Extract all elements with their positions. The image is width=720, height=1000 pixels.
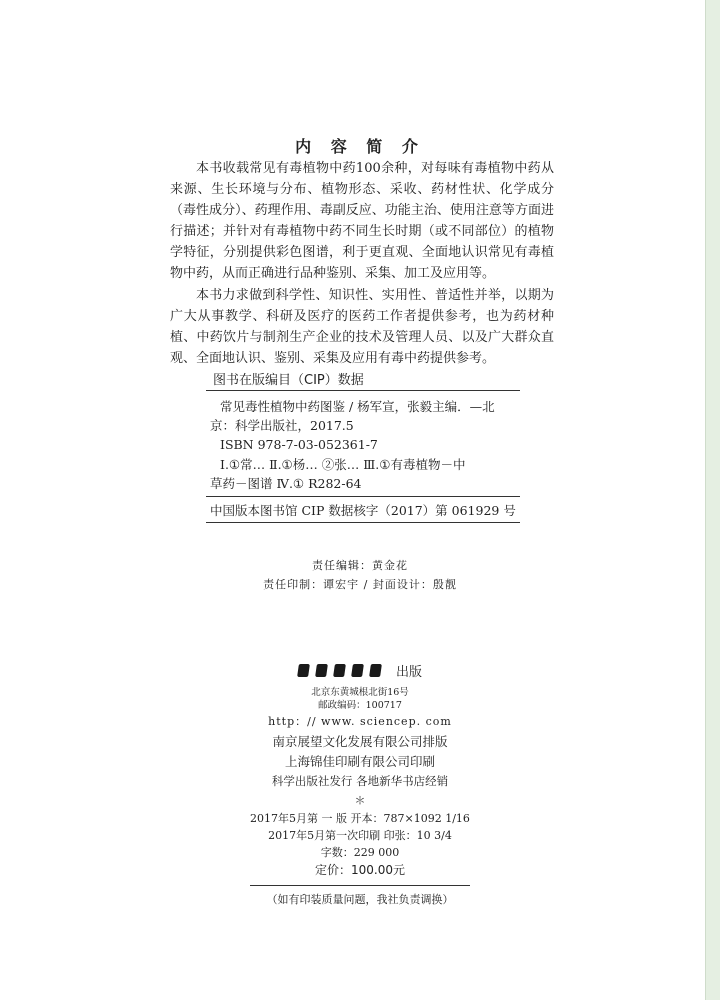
publisher-postcode: 邮政编码：100717: [318, 700, 402, 711]
quality-note: （如有印装质量问题，我社负责调换）: [266, 893, 454, 906]
publisher-logo: [298, 664, 381, 677]
cip-record-number: 中国版本图书馆 CIP 数据核字（2017）第 061929 号: [210, 503, 516, 518]
publisher-url: http：// www. sciencep. com: [268, 715, 452, 728]
cip-heading: 图书在版编目（CIP）数据: [213, 373, 364, 388]
cip-bottom-rule: [206, 522, 520, 523]
price: 定价：100.00元: [315, 863, 405, 877]
publication-info: [0, 660, 720, 910]
word-count: 字数：229 000: [320, 846, 400, 859]
publisher-suffix: 出版: [396, 665, 423, 680]
introduction-text: [170, 158, 554, 370]
separator-mark: ＊: [354, 794, 366, 807]
cip-publisher-line: 京：科学出版社，2017.5: [210, 418, 354, 433]
cip-title-line: 常见毒性植物中药图鉴 / 杨军宣，张毅主编．—北: [220, 399, 495, 414]
credits-block: [0, 556, 720, 594]
cip-classification-line-1: Ⅰ.①常… Ⅱ.①杨… ②张… Ⅲ.①有毒植物－中: [220, 457, 466, 472]
printing-and-sheets: 2017年5月第一次印刷 印张：10 3/4: [268, 829, 452, 842]
printer: 上海锦佳印刷有限公司印刷: [284, 754, 435, 769]
price-rule: [250, 885, 470, 886]
page-title: 内 容 简 介: [295, 137, 425, 156]
cip-middle-rule: [206, 496, 520, 497]
edition-and-format: 2017年5月第 一 版 开本：787×1092 1/16: [250, 812, 470, 825]
cip-classification-line-2: 草药－图谱 Ⅳ.① R282-64: [210, 476, 362, 491]
publisher-address: 北京东黄城根北街16号: [311, 687, 409, 698]
cip-top-rule: [206, 390, 520, 391]
responsible-editor: 责任编辑：黄金花: [312, 559, 408, 572]
cip-bibliographic-block: [210, 397, 510, 454]
intro-paragraph-1: 本书收载常见有毒植物中药100余种，对每味有毒植物中药从来源、生长环境与分布、植物形态、采收、药材性状、化学成分（毒性成分）、药理作用、毒副反应、功能主治、使用注意等方面进行描述；并针对有毒植物中药不同生长时期（或不同部位）的植物学特征，分别提供彩色图谱，利于更直观、全面地认识常见有毒植物中药，从而正确进行品种鉴别、采集、加工及应用等。: [170, 161, 554, 281]
distribution: 科学出版社发行 各地新华书店经销: [271, 774, 449, 788]
cip-isbn: ISBN 978-7-03-052361-7: [220, 437, 378, 452]
intro-paragraph-2: 本书力求做到科学性、知识性、实用性、普适性并举，以期为广大从事教学、科研及医疗的医药工作者提供参考，也为药材种植、中药饮片与制剂生产企业的技术及管理人员、以及广大群众直观、全面地认识、鉴别、采集及应用有毒中药提供参考。: [170, 288, 554, 366]
printing-and-cover-design: 责任印制：谭宏宇 / 封面设计：殷靓: [263, 578, 457, 591]
typesetter: 南京展望文化发展有限公司排版: [272, 734, 448, 749]
cip-classification-block: [210, 455, 510, 493]
